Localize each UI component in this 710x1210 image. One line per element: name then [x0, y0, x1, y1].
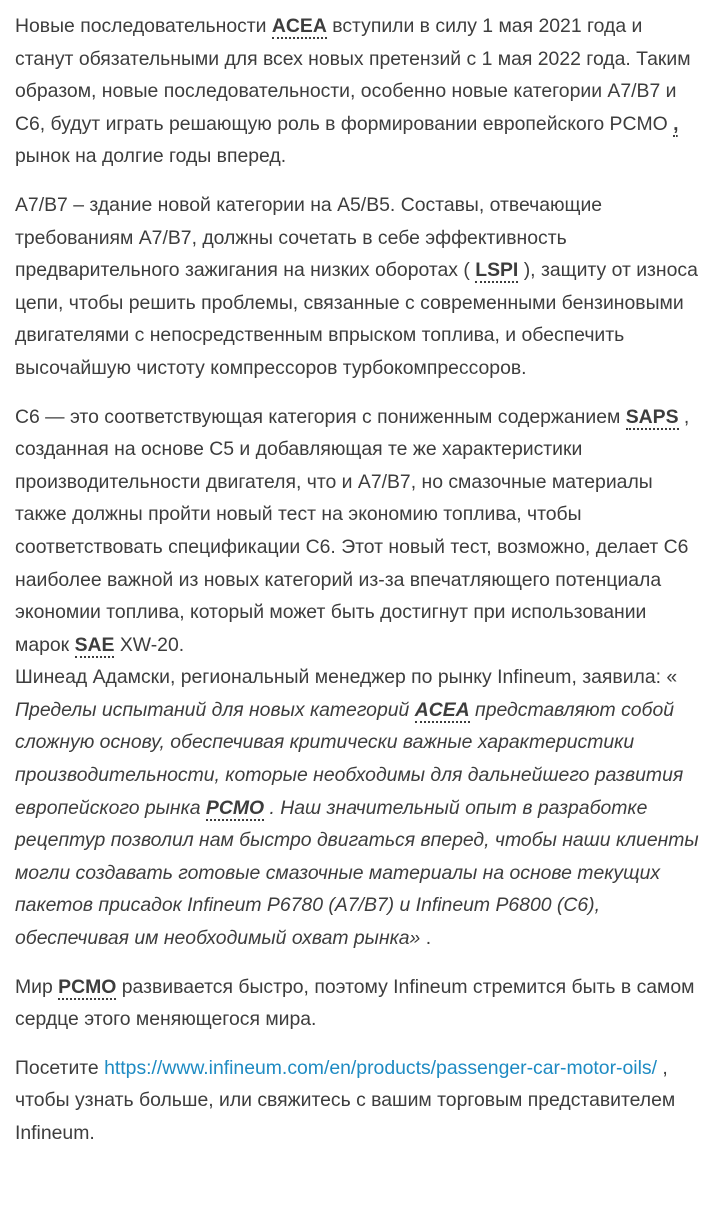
abbr-lspi[interactable]: LSPI: [475, 259, 519, 282]
paragraph-acea-sequences: [15, 10, 704, 173]
text: XW-20.: [114, 633, 185, 656]
text: представляют собой сложную основу, обеспечивая критически важные характеристики производительности, которые необходимы для дальнейшего развития европейского рынка: [15, 698, 684, 819]
text: A7/B7 – здание новой категории на A5/B5. Составы, отвечающие требованиям A7/B7, должны сочетать в себе эффективность предварительного зажигания на низких оборотах (: [15, 193, 603, 282]
text: вступили в силу 1 мая 2021 года и станут обязательными для всех новых претензий с 1 мая 2022 года. Таким образом, новые последовательности, особенно новые категории A7/B7 и C6, будут играть решающую роль в формировании европейского PCMO: [15, 15, 691, 135]
infineum-products-link[interactable]: https://www.infineum.com/en/products/passenger-car-motor-oils/: [104, 1056, 657, 1079]
text: .: [420, 927, 432, 950]
abbr-pcmo[interactable]: PCMO: [205, 796, 265, 819]
paragraph-visit: [15, 1052, 704, 1150]
text: развивается быстро, поэтому Infineum стремится быть в самом сердце этого меняющегося мира.: [15, 975, 695, 1031]
text: Новые последовательности: [15, 15, 272, 37]
text: C6 — это соответствующая категория с пониженным содержанием: [15, 405, 626, 428]
text: Шинеад Адамски, региональный менеджер по рынку Infineum, заявила: «: [15, 666, 678, 689]
text: . Наш значительный опыт в разработке рецептур позволил нам быстро двигаться вперед, чтобы наши клиенты могли создавать готовые смазочные материалы на основе текущих пакетов присадок Infineum P6780 (A7/B7) и Infineum P6800 (C6), обеспечивая им необходимый охват рынка»: [15, 796, 699, 950]
text: Посетите: [15, 1056, 105, 1079]
abbr-acea[interactable]: ACEA: [271, 15, 327, 37]
abbr-pcmo[interactable]: PCMO: [58, 975, 117, 998]
quote-text: [15, 699, 699, 949]
paragraph-a7b7: [15, 189, 704, 385]
paragraph-quote: [15, 661, 704, 954]
text: , чтобы узнать больше, или свяжитесь с вашим торговым представителем Infineum.: [15, 1056, 676, 1144]
text: Пределы испытаний для новых категорий: [15, 698, 415, 721]
text: рынок на долгие годы вперед.: [15, 145, 287, 168]
abbr-acea[interactable]: ACEA: [414, 698, 470, 721]
abbr-comma[interactable]: ,: [673, 112, 679, 135]
text: Мир: [15, 975, 59, 998]
abbr-saps[interactable]: SAPS: [625, 405, 679, 428]
text: , созданная на основе C5 и добавляющая те же характеристики производительности двигателя, что и A7/B7, но смазочные материалы также должны пройти новый тест на экономию топлива, чтобы соответствовать спецификации C6. Этот новый тест, возможно, делает C6 наиболее важной из новых категорий из-за впечатляющего потенциала экономии топлива, который может быть достигнут при использовании марок: [15, 405, 690, 656]
text: ), защиту от износа цепи, чтобы решить проблемы, связанные с современными бензиновыми двигателями с непосредственным впрыском топлива, и обеспечить высочайшую чистоту компрессоров турбокомпрессоров.: [15, 259, 698, 379]
paragraph-c6: [15, 401, 704, 662]
abbr-sae[interactable]: SAE: [74, 633, 115, 656]
paragraph-pcmo-world: [15, 971, 704, 1036]
